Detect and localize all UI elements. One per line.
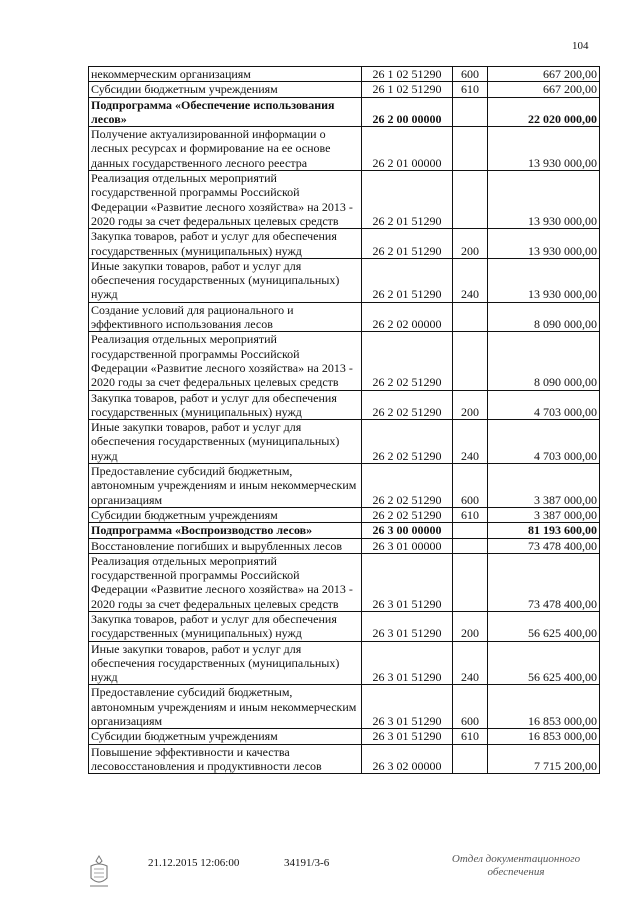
footer [88, 853, 600, 893]
row-type: 600 [453, 685, 488, 729]
row-code: 26 1 02 51290 [362, 67, 453, 82]
row-type: 240 [453, 420, 488, 464]
budget-table [88, 66, 600, 774]
row-name: Получение актуализированной информации о лесных ресурсах и формирование на ее основе данных государственного лесного реестра [89, 127, 362, 171]
row-amount: 81 193 600,00 [488, 523, 600, 538]
table-row [89, 611, 600, 641]
row-amount: 13 930 000,00 [488, 171, 600, 229]
table-row [89, 258, 600, 302]
row-code: 26 3 01 51290 [362, 729, 453, 744]
footer-doc-number: 34191/3-6 [284, 857, 330, 869]
row-type: 610 [453, 507, 488, 522]
row-name: Закупка товаров, работ и услуг для обеспечения государственных (муниципальных) нужд [89, 229, 362, 259]
table-row [89, 464, 600, 508]
row-code: 26 2 01 51290 [362, 258, 453, 302]
row-name: Реализация отдельных мероприятий государственной программы Российской Федерации «Развитие лесного хозяйства» на 2013 - 2020 годы за счет федеральных целевых средств [89, 171, 362, 229]
row-name: Повышение эффективности и качества лесовосстановления и продуктивности лесов [89, 744, 362, 774]
row-amount: 3 387 000,00 [488, 464, 600, 508]
row-amount: 4 703 000,00 [488, 390, 600, 420]
row-code: 26 3 01 51290 [362, 553, 453, 611]
row-name: Создание условий для рационального и эффективного использования лесов [89, 302, 362, 332]
table-row [89, 390, 600, 420]
row-type [453, 302, 488, 332]
table-row [89, 420, 600, 464]
row-type: 240 [453, 258, 488, 302]
row-amount: 667 200,00 [488, 82, 600, 97]
row-name: Субсидии бюджетным учреждениям [89, 82, 362, 97]
row-code: 26 3 02 00000 [362, 744, 453, 774]
row-type: 610 [453, 729, 488, 744]
row-name: Иные закупки товаров, работ и услуг для обеспечения государственных (муниципальных) нужд [89, 641, 362, 685]
row-type: 200 [453, 229, 488, 259]
row-name: Субсидии бюджетным учреждениям [89, 729, 362, 744]
row-amount: 4 703 000,00 [488, 420, 600, 464]
row-amount: 667 200,00 [488, 67, 600, 82]
row-amount: 56 625 400,00 [488, 611, 600, 641]
table-row [89, 302, 600, 332]
row-name: Закупка товаров, работ и услуг для обеспечения государственных (муниципальных) нужд [89, 390, 362, 420]
row-type [453, 171, 488, 229]
row-name: Восстановление погибших и вырубленных лесов [89, 538, 362, 553]
row-name: Субсидии бюджетным учреждениям [89, 507, 362, 522]
row-type [453, 538, 488, 553]
table-row [89, 685, 600, 729]
row-type: 240 [453, 641, 488, 685]
emblem-icon [88, 855, 110, 889]
row-amount: 13 930 000,00 [488, 258, 600, 302]
row-name: Закупка товаров, работ и услуг для обеспечения государственных (муниципальных) нужд [89, 611, 362, 641]
row-code: 26 2 01 51290 [362, 229, 453, 259]
row-amount: 8 090 000,00 [488, 332, 600, 390]
row-amount: 16 853 000,00 [488, 729, 600, 744]
department-stamp [446, 853, 586, 879]
row-amount: 7 715 200,00 [488, 744, 600, 774]
row-name: Подпрограмма «Воспроизводство лесов» [89, 523, 362, 538]
row-code: 26 3 01 51290 [362, 611, 453, 641]
department-line-1: Отдел документационного [451, 853, 581, 865]
row-type [453, 744, 488, 774]
row-code: 26 2 02 51290 [362, 332, 453, 390]
row-code: 26 3 01 51290 [362, 641, 453, 685]
row-code: 26 1 02 51290 [362, 82, 453, 97]
row-amount: 73 478 400,00 [488, 553, 600, 611]
row-type [453, 332, 488, 390]
row-name: Иные закупки товаров, работ и услуг для обеспечения государственных (муниципальных) нужд [89, 258, 362, 302]
row-amount: 8 090 000,00 [488, 302, 600, 332]
row-name: Реализация отдельных мероприятий государственной программы Российской Федерации «Развитие лесного хозяйства» на 2013 - 2020 годы за счет федеральных целевых средств [89, 553, 362, 611]
row-type: 600 [453, 67, 488, 82]
row-type [453, 553, 488, 611]
row-name: Реализация отдельных мероприятий государственной программы Российской Федерации «Развитие лесного хозяйства» на 2013 - 2020 годы за счет федеральных целевых средств [89, 332, 362, 390]
row-type: 600 [453, 464, 488, 508]
row-code: 26 2 01 00000 [362, 127, 453, 171]
row-type: 200 [453, 611, 488, 641]
row-type [453, 97, 488, 127]
row-code: 26 2 00 00000 [362, 97, 453, 127]
row-amount: 13 930 000,00 [488, 229, 600, 259]
row-code: 26 2 01 51290 [362, 171, 453, 229]
table-row [89, 67, 600, 82]
table-row [89, 97, 600, 127]
row-type: 610 [453, 82, 488, 97]
budget-table-body [89, 67, 600, 774]
row-amount: 13 930 000,00 [488, 127, 600, 171]
department-line-2: обеспечения [487, 866, 545, 878]
row-amount: 73 478 400,00 [488, 538, 600, 553]
table-row [89, 229, 600, 259]
table-row [89, 127, 600, 171]
table-row [89, 507, 600, 522]
row-code: 26 3 01 51290 [362, 685, 453, 729]
row-name: Предоставление субсидий бюджетным, автономным учреждениям и иным некоммерческим организациям [89, 464, 362, 508]
row-code: 26 2 02 51290 [362, 507, 453, 522]
row-amount: 16 853 000,00 [488, 685, 600, 729]
row-code: 26 2 02 00000 [362, 302, 453, 332]
table-row [89, 729, 600, 744]
row-name: Подпрограмма «Обеспечение использования лесов» [89, 97, 362, 127]
row-type: 200 [453, 390, 488, 420]
row-code: 26 2 02 51290 [362, 420, 453, 464]
row-code: 26 2 02 51290 [362, 390, 453, 420]
footer-datetime: 21.12.2015 12:06:00 [148, 857, 240, 869]
table-row [89, 553, 600, 611]
row-code: 26 3 00 00000 [362, 523, 453, 538]
table-row [89, 171, 600, 229]
row-amount: 56 625 400,00 [488, 641, 600, 685]
row-amount: 3 387 000,00 [488, 507, 600, 522]
row-name: Иные закупки товаров, работ и услуг для обеспечения государственных (муниципальных) нужд [89, 420, 362, 464]
row-code: 26 3 01 00000 [362, 538, 453, 553]
row-name: Предоставление субсидий бюджетным, автономным учреждениям и иным некоммерческим организациям [89, 685, 362, 729]
row-code: 26 2 02 51290 [362, 464, 453, 508]
table-row [89, 82, 600, 97]
row-type [453, 127, 488, 171]
row-name: некоммерческим организациям [89, 67, 362, 82]
table-row [89, 523, 600, 538]
table-row [89, 332, 600, 390]
page-number: 104 [572, 40, 589, 52]
table-row [89, 641, 600, 685]
table-row [89, 538, 600, 553]
row-type [453, 523, 488, 538]
table-row [89, 744, 600, 774]
row-amount: 22 020 000,00 [488, 97, 600, 127]
